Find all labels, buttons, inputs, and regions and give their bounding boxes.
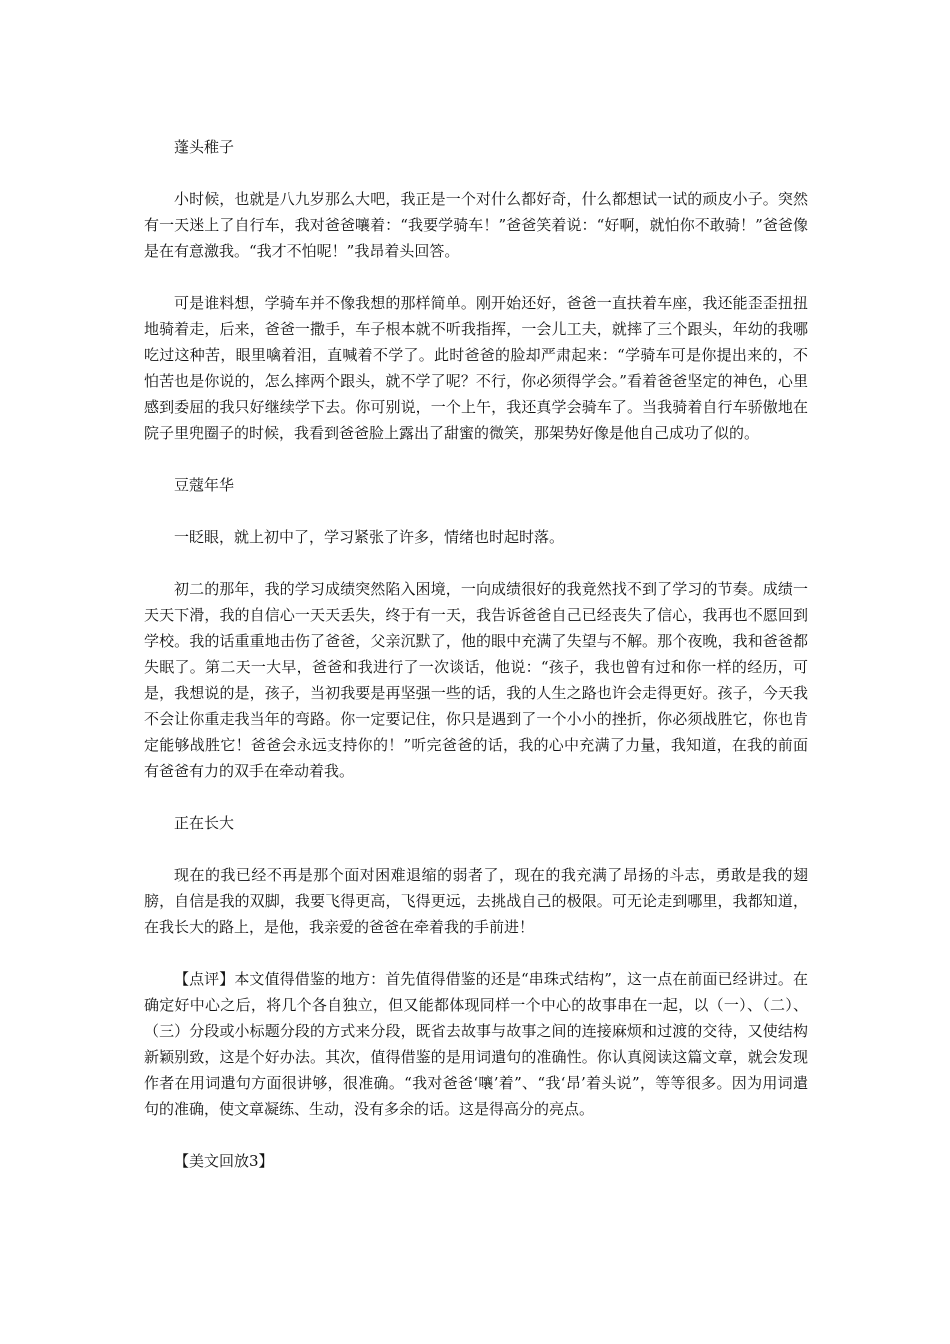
section-heading-2: 豆蔻年华 (174, 476, 235, 494)
document-page (144, 134, 808, 1174)
comment-paragraph: 【点评】本文值得借鉴的地方：首先值得借鉴的还是“串珠式结构”，这一点在前面已经讲过。在确定好中心之后，将几个各自独立，但又能都体现同样一个中心的故事串在一起，以（一）、（二）、（三）分段或小标题分段的方式来分段，既省去故事与故事之间的连接麻烦和过渡的交待，又使结构新颖别致，这是个好办法。其次，值得借鉴的是用词遣句的准确性。你认真阅读这篇文章，就会发现作者在用词遣句方面很讲够，很准确。“我对爸爸‘嚷’着”、“我‘昂’着头说”，等等很多。因为用词遣句的准确，使文章凝练、生动，没有多余的话。这是得高分的亮点。 (144, 970, 808, 1118)
next-article-title: 【美文回放3】 (174, 1152, 274, 1170)
section-heading-1: 蓬头稚子 (174, 138, 235, 156)
section-2-paragraph-1: 一眨眼，就上初中了，学习紧张了许多，情绪也时起时落。 (174, 528, 565, 546)
section-1-paragraph-1: 小时候，也就是八九岁那么大吧，我正是一个对什么都好奇，什么都想试一试的顽皮小子。突然有一天迷上了自行车，我对爸爸嚷着：“我要学骑车！”爸爸笑着说：“好啊，就怕你不敢骑！”爸爸像是在有意激我。“我才不怕呢！”我昂着头回答。 (144, 190, 808, 260)
section-heading-3: 正在长大 (174, 814, 235, 832)
section-1-paragraph-2: 可是谁料想，学骑车并不像我想的那样简单。刚开始还好，爸爸一直扶着车座，我还能歪歪扭扭地骑着走，后来，爸爸一撒手，车子根本就不听我指挥，一会儿工夫，就摔了三个跟头，年幼的我哪吃过这种苦，眼里噙着泪，直喊着不学了。此时爸爸的脸却严肃起来：“学骑车可是你提出来的，不怕苦也是你说的，怎么摔两个跟头，就不学了呢？不行，你必须得学会。”看着爸爸坚定的神色，心里感到委屈的我只好继续学下去。你可别说，一个上午，我还真学会骑车了。当我骑着自行车骄傲地在院子里兜圈子的时候，我看到爸爸脸上露出了甜蜜的微笑，那架势好像是他自己成功了似的。 (144, 294, 808, 442)
section-2-paragraph-2: 初二的那年，我的学习成绩突然陷入困境，一向成绩很好的我竟然找不到了学习的节奏。成绩一天天下滑，我的自信心一天天丢失，终于有一天，我告诉爸爸自己已经丧失了信心，我再也不愿回到学校。我的话重重地击伤了爸爸，父亲沉默了，他的眼中充满了失望与不解。那个夜晚，我和爸爸都失眠了。第二天一大早，爸爸和我进行了一次谈话，他说：“孩子，我也曾有过和你一样的经历，可是，我想说的是，孩子，当初我要是再坚强一些的话，我的人生之路也许会走得更好。孩子，今天我不会让你重走我当年的弯路。你一定要记住，你只是遇到了一个小小的挫折，你必须战胜它，你也肯定能够战胜它！爸爸会永远支持你的！”听完爸爸的话，我的心中充满了力量，我知道，在我的前面有爸爸有力的双手在牵动着我。 (144, 580, 808, 780)
section-3-paragraph-1: 现在的我已经不再是那个面对困难退缩的弱者了，现在的我充满了昂扬的斗志，勇敢是我的翅膀，自信是我的双脚，我要飞得更高，飞得更远，去挑战自己的极限。可无论走到哪里，我都知道，在我长大的路上，是他，我亲爱的爸爸在牵着我的手前进！ (144, 866, 808, 936)
